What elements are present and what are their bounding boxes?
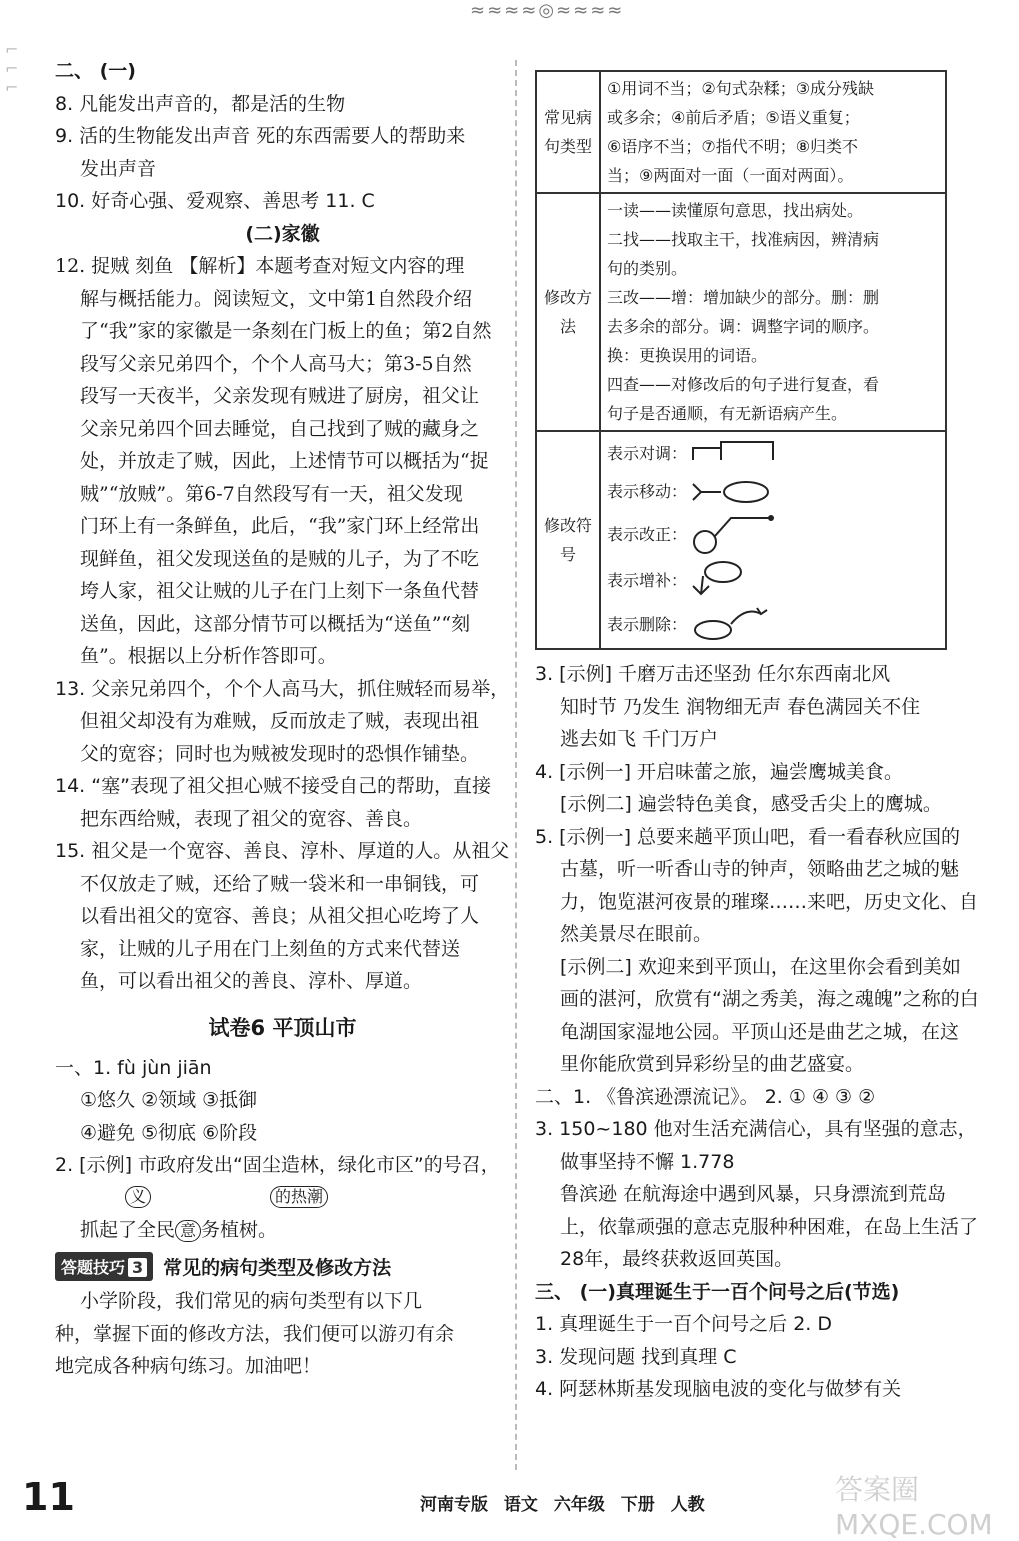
text-line: 了“我”家的家徽是一条刻在门板上的鱼；第2自然 [80, 320, 492, 342]
symbol-label: 表示删除： [607, 614, 688, 634]
edit-marks-row [55, 1182, 510, 1214]
cell-line: 去多余的部分。调：调整字词的顺序。 [607, 317, 880, 336]
row-head-methods: 修改方法 [536, 193, 600, 431]
row-head-symbols: 修改符号 [536, 431, 600, 649]
text-line: 鱼，可以看出祖父的善良、淳朴、厚道。 [80, 970, 423, 992]
text-line: 鱼”。根据以上分析作答即可。 [80, 645, 337, 667]
insert-symbol-icon [691, 560, 781, 600]
text-line: 4. 阿瑟林斯基发现脑电波的变化与做梦有关 [535, 1378, 902, 1400]
tip-title: 常见的病句类型及修改方法 [163, 1257, 392, 1279]
text-line: 二、 (一) [55, 60, 136, 82]
cell-line: ①用词不当；②句式杂糅；③成分残缺 [607, 79, 875, 98]
text-line: 做事坚持不懈 1.778 [560, 1150, 735, 1173]
tip-intro [55, 1285, 510, 1383]
text-line: 8. 凡能发出声音的，都是活的生物 [55, 92, 346, 115]
cell-line: 二找——找取主干，找准病因，辨清病 [607, 230, 880, 249]
symbol-label: 表示对调： [607, 443, 688, 463]
symbol-swap [607, 434, 939, 472]
text-line: 3. [示例] 千磨万击还坚劲 任尔东西南北风 [535, 663, 891, 685]
top-decoration: ≈≈≈≈◎≈≈≈≈ [470, 0, 625, 21]
text-line: 门环上有一条鲜鱼，此后，“我”家门环上经常出 [80, 515, 480, 537]
tip-badge [55, 1252, 153, 1281]
text-line: 鲁滨逊 在航海途中遇到风暴，只身漂流到荒岛 [560, 1183, 947, 1205]
column-divider [515, 60, 517, 1470]
text-line: 3. 发现问题 找到真理 C [535, 1345, 737, 1368]
table-row [536, 71, 946, 193]
symbol-label: 表示移动： [607, 481, 688, 501]
text-line: 13. 父亲兄弟四个，个个人高马大，抓住贼轻而易举， [55, 677, 510, 700]
text-line: 上，依靠顽强的意志克服种种困难，在岛上生活了 [560, 1215, 979, 1238]
correct-symbol-icon [691, 512, 781, 556]
text-line: 段写父亲兄弟四个，个个人高马大；第3-5自然 [80, 352, 472, 375]
text-line: 现鲜鱼，祖父发现送鱼的是贼的儿子，为了不吃 [80, 547, 480, 570]
tip-badge-label: 答题技巧 [61, 1258, 126, 1277]
cell-line: 换：更换误用的词语。 [607, 346, 768, 365]
text-line: 父的宽容；同时也为贼被发现时的恐惧作铺垫。 [80, 742, 480, 765]
methods-cell [600, 193, 946, 431]
text-line: 地完成各种病句练习。加油吧！ [55, 1355, 322, 1377]
cell-line: 当；⑨两面对一面（一面对两面）。 [607, 166, 854, 185]
page-number: 11 [22, 1475, 75, 1519]
circled-char: 意 [175, 1220, 201, 1242]
text-line: ①悠久 ②领域 ③抵御 [80, 1089, 258, 1111]
text-line: 送鱼，因此，这部分情节可以概括为“送鱼”“刻 [80, 612, 471, 635]
test-title: 试卷6 平顶山市 [208, 1015, 357, 1040]
right-answers [535, 658, 979, 1406]
tip-header [55, 1252, 510, 1281]
symbol-insert [607, 558, 939, 602]
text-line: 然美景尽在眼前。 [560, 923, 713, 945]
text-line: 28年，最终获救返回英国。 [560, 1248, 794, 1270]
text-line: [示例二] 遍尝特色美食，感受舌尖上的鹰城。 [560, 793, 942, 815]
text-line: 但祖父却没有为难贼，反而放走了贼，表现出祖 [80, 710, 480, 732]
text-line: 把东西给贼，表现了祖父的宽容、善良。 [80, 807, 423, 830]
left-edge-decoration: ⌐ ⌐ ⌐ [5, 40, 19, 97]
text-line: 知时节 乃发生 润物细无声 春色满园关不住 [560, 695, 921, 718]
edit-mark-insertion: 的热潮 [270, 1186, 328, 1208]
text-line: 父亲兄弟四个回去睡觉，自己找到了贼的藏身之 [80, 417, 480, 440]
text-line: 5. [示例一] 总要来趟平顶山吧，看一看春秋应国的 [535, 825, 961, 848]
types-cell [600, 71, 946, 193]
text-line: 逃去如飞 千门万户 [560, 728, 719, 750]
left-column [55, 55, 510, 1383]
text-line: 发出声音 [80, 157, 157, 180]
symbol-delete [607, 602, 939, 646]
text-line: 1. 真理诞生于一百个问号之后 2. D [535, 1313, 833, 1335]
text-line: 14. “塞”表现了祖父担心贼不接受自己的帮助，直接 [55, 775, 491, 797]
text-line: 段写一天夜半，父亲发现有贼进了厨房，祖父让 [80, 385, 480, 407]
text-line: 家，让贼的儿子用在门上刻鱼的方式来代替送 [80, 937, 461, 960]
edit-mark-correction: 义 [125, 1186, 151, 1208]
text-line: 3. 150~180 他对生活充满信心，具有坚强的意志， [535, 1118, 977, 1140]
text-line: 三、 (一)真理诞生于一百个问号之后(节选) [535, 1280, 900, 1303]
text-line: 处，并放走了贼，因此，上述情节可以概括为“捉 [80, 450, 489, 472]
text-line: 以看出祖父的宽容、善良；从祖父担心吃垮了人 [80, 905, 480, 927]
move-symbol-icon [691, 476, 781, 506]
row-head-types: 常见病句类型 [536, 71, 600, 193]
cell-line: 句的类别。 [607, 259, 688, 278]
grammar-table [535, 70, 947, 650]
text-line: [示例二] 欢迎来到平顶山，在这里你会看到美如 [560, 955, 961, 978]
delete-symbol-icon [691, 604, 781, 644]
text-line: 10. 好奇心强、爱观察、善思考 11. C [55, 190, 375, 212]
text-line: 解与概括能力。阅读短文，文中第1自然段介绍 [80, 287, 473, 310]
text-line: (二)家徽 [245, 222, 320, 245]
swap-symbol-icon [691, 438, 781, 468]
right-column [535, 70, 979, 1406]
text-line: 贼”“放贼”。第6-7自然段写有一天，祖父发现 [80, 482, 463, 505]
edited-sentence-post: 务植树。 [201, 1218, 278, 1241]
text-line: 2. [示例] 市政府发出“固尘造林，绿化市区”的号召， [55, 1154, 500, 1176]
text-line: 9. 活的生物能发出声音 死的东西需要人的帮助来 [55, 125, 466, 147]
text-line: 4. [示例一] 开启味蕾之旅，遍尝鹰城美食。 [535, 760, 904, 783]
table-row [536, 431, 946, 649]
edited-sentence [55, 1214, 510, 1247]
text-line: 龟湖国家湿地公园。平顶山还是曲艺之城，在这 [560, 1020, 960, 1043]
text-line: 二、1. 《鲁滨逊漂流记》。 2. ① ④ ③ ② [535, 1085, 876, 1108]
edited-sentence-pre: 抓起了全民 [80, 1218, 176, 1241]
text-line: 画的湛河，欣赏有“湖之秀美，海之魂魄”之称的白 [560, 988, 979, 1010]
symbol-move [607, 472, 939, 510]
cell-line: 三改——增：增加缺少的部分。删：删 [607, 288, 880, 307]
text-line: 里你能欣赏到异彩纷呈的曲艺盛宴。 [560, 1053, 865, 1075]
test6-answers [55, 1052, 510, 1182]
text-line: 15. 祖父是一个宽容、善良、淳朴、厚道的人。从祖父 [55, 840, 510, 862]
text-line: 垮人家，祖父让贼的儿子在门上刻下一条鱼代替 [80, 580, 480, 602]
cell-line: ⑥语序不当；⑦指代不明；⑧归类不 [607, 137, 859, 156]
text-line: 12. 捉贼 刻鱼 【解析】本题考查对短文内容的理 [55, 255, 465, 277]
symbol-label: 表示增补： [607, 570, 688, 590]
text-line: 不仅放走了贼，还给了贼一袋米和一串铜钱，可 [80, 872, 480, 895]
cell-line: 四查——对修改后的句子进行复查，看 [607, 375, 880, 394]
left-answers [55, 55, 510, 998]
text-line: 古墓，听一听香山寺的钟声，领略曲艺之城的魅 [560, 858, 960, 880]
text-line: 力，饱览湛河夜景的璀璨……来吧，历史文化、自 [560, 890, 979, 913]
cell-line: 或多余；④前后矛盾；⑤语义重复； [607, 108, 860, 127]
tip-number: 3 [128, 1258, 147, 1277]
text-line: 种，掌握下面的修改方法，我们便可以游刃有余 [55, 1322, 455, 1345]
cell-line: 句子是否通顺，有无新语病产生。 [607, 404, 848, 423]
symbols-cell [600, 431, 946, 649]
watermark: 答案圈 MXQE.COM [835, 1473, 993, 1541]
footer-text: 河南专版 语文 六年级 下册 人教 [420, 1495, 705, 1515]
cell-line: 一读——读懂原句意思，找出病处。 [607, 201, 864, 220]
text-line: 小学阶段，我们常见的病句类型有以下几 [80, 1290, 423, 1312]
symbol-correct [607, 510, 939, 558]
table-row [536, 193, 946, 431]
text-line: ④避免 ⑤彻底 ⑥阶段 [80, 1121, 258, 1144]
symbol-label: 表示改正： [607, 524, 688, 544]
text-line: 一、1. fù jùn jiān [55, 1056, 212, 1079]
